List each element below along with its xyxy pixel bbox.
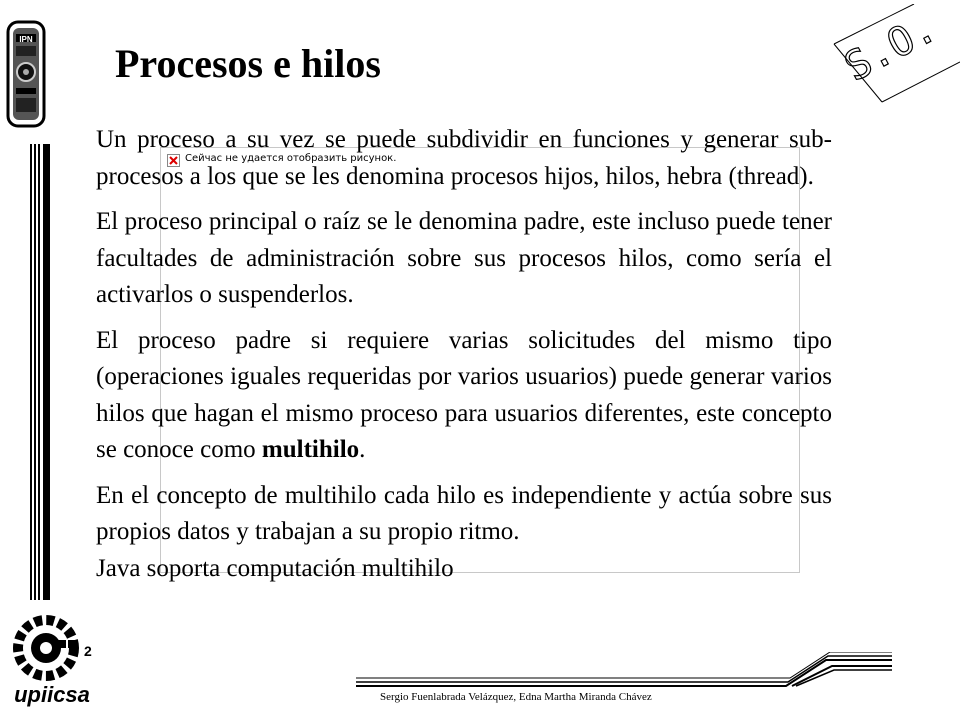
- paragraph-1: Un proceso a su vez se puede subdividir en funciones y generar sub-procesos a los que se les denomina procesos hijos, hilos, hebra (thread).: [96, 126, 832, 190]
- multihilo-term: multihilo: [261, 436, 360, 463]
- so-stamp: [832, 4, 960, 104]
- paragraph-4: En el concepto de multihilo cada hilo es independiente y actúa sobre sus propios datos y trabajan a su propio ritmo.: [96, 481, 832, 545]
- paragraph-3: [96, 323, 832, 469]
- slide-body: [96, 122, 832, 596]
- ipn-logo: [6, 20, 46, 128]
- slide-title: Procesos e hilos: [115, 41, 381, 86]
- footer-decorative-lines: [356, 652, 892, 688]
- so-stamp-text: S.O.: [837, 4, 945, 91]
- decorative-vertical-bars: [30, 144, 52, 600]
- paragraph-5: Java soporta computación multihilo: [96, 554, 454, 582]
- broken-image-message: Сейчас не удается отобразить рисунок.: [185, 153, 397, 164]
- svg-text:2: 2: [84, 643, 92, 659]
- upiicsa-logo: [4, 612, 100, 712]
- footer-authors: Sergio Fuenlabrada Velázquez, Edna Martha Miranda Chávez: [380, 691, 652, 703]
- paragraph-3-end: .: [359, 436, 366, 463]
- ipn-logo-text: IPN: [19, 35, 33, 44]
- upiicsa-logo-text: upiicsa: [14, 682, 90, 707]
- paragraph-3-text: El proceso padre si requiere varias solicitudes del mismo tipo (operaciones iguales requeridas por varios usuarios) puede generar varios hilos que hagan el mismo proceso para usuarios diferentes, este concepto se conoce como: [96, 326, 832, 463]
- paragraph-2: El proceso principal o raíz se le denomina padre, este incluso puede tener facultades de administración sobre sus procesos hilos, como sería el activarlos o suspenderlos.: [96, 208, 832, 308]
